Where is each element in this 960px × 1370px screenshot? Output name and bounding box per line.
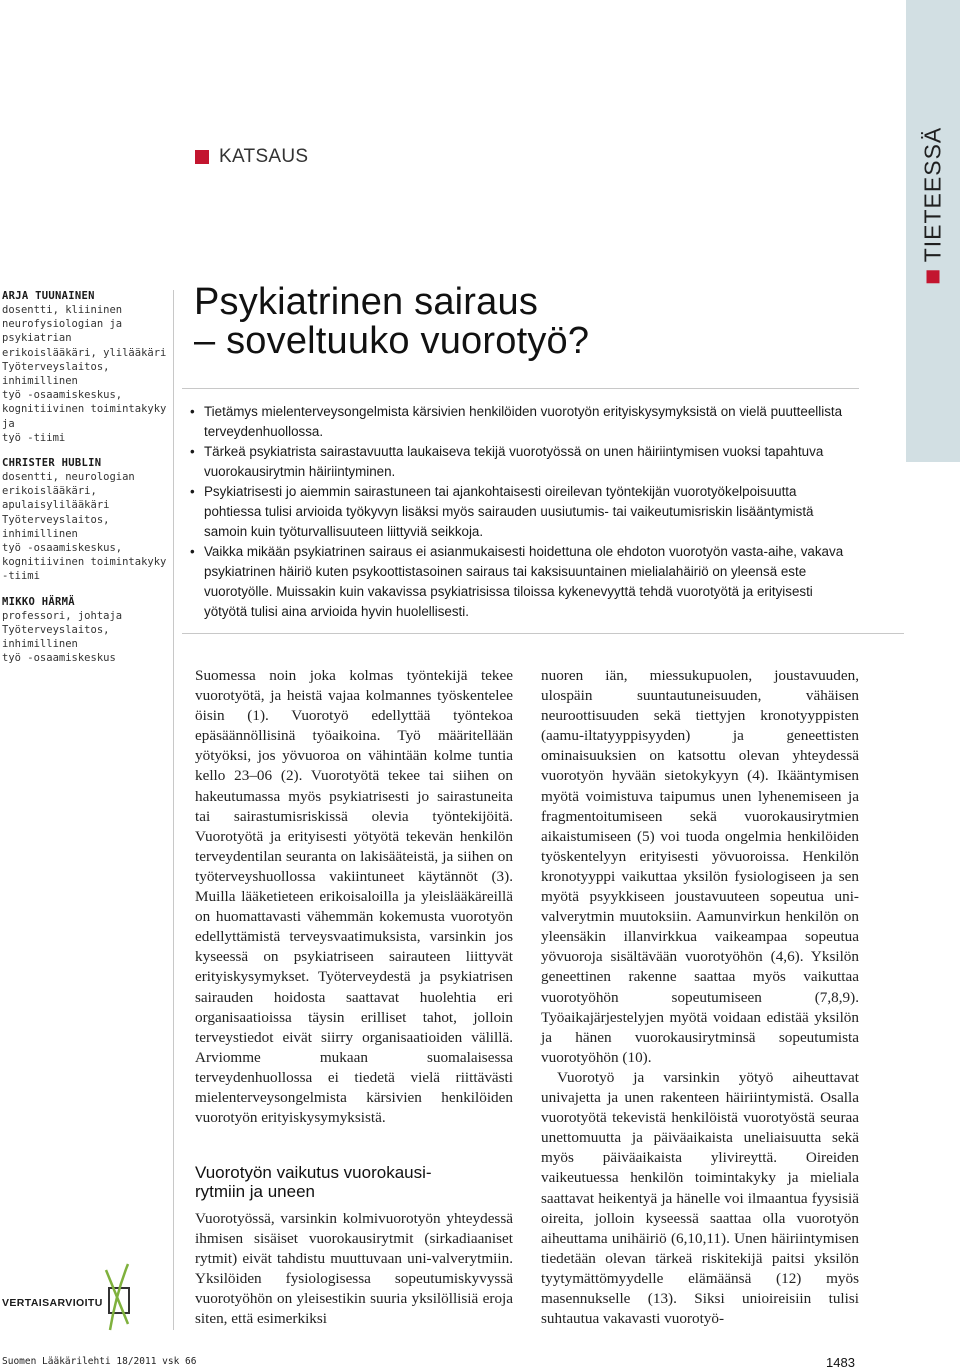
column-divider	[173, 290, 174, 1330]
article-title: Psykiatrinen sairaus – soveltuuko vuorotyö?	[194, 281, 590, 362]
author-1	[2, 289, 167, 445]
body-paragraph-3: nuoren iän, miessukupuolen, joustavuuden, ulospäin suuntautuneisuuden, vähäisen neuroottisuuden sekä tiettyjen kronotyyppisten (aamu-iltatyyppisyyden) ja geneettisten ominaisuuksien on katsottu olevan yhteydessä vuorotyön hyvään sietokykyyn (4). Ikääntymisen myötä voimistuva taipumus unen lyhenemiseen ja fragmentoitumiseen sekä vuorokausirytmien aikaistumiseen (5) voi tuoda ongelmia henkilöiden työskentelyyn erityisesti yövuoroissa. Henkilön kronotyyppi vaikuttaa yksilön fysiologiseen ja sen myötä psyykkiseen joustavuuteen sopeutua uni-valverytmin muutoksiin. Aamunvirkun henkilön on yleensäkin illanvirkkua vaikeampaa sopeutua yövuoroja sisältävään vuorotyöhön (4,6). Yksilön geneettinen rakenne saattaa myös vaikuttaa vuorotyöhön sopeutumiseen (7,8,9). Työaikajärjestelyjen myötä voidaan edistää yksilön ja hänen vuorokausirytminsä sopeutumista vuorotyöhön (10).	[541, 667, 859, 1066]
peer-review-logo-icon	[98, 1262, 160, 1332]
summary-item: • Tietämys mielenterveysongelmista kärsivien henkilöiden vuorotyön erityiskysymyksistä on vielä puutteellista terveydenhuollossa.	[188, 402, 848, 442]
section-label-text: KATSAUS	[219, 146, 309, 167]
side-tab-label	[920, 127, 947, 284]
author-2	[2, 456, 167, 584]
summary-item: • Vaikka mikään psykiatrinen sairaus ei asianmukaisesti hoidettuna ole ehdoton vuorotyön vasta-aihe, vakava psykiatrinen häiriö kuten psykoottistasoinen sairaus tai kaksisuuntainen mielialahäiriö on yleensä este vuorotyölle. Muissakin kuin vakavissa psykiatrisissa tiloissa kykenevyyttä tehdä vuorotyötä ja erityisesti yötyötä tulisi aina arvioida hyvin huolellisesti.	[188, 542, 848, 622]
author-3	[2, 595, 167, 666]
side-tab-square-icon	[927, 270, 940, 283]
body-paragraph-2: Vuorotyössä, varsinkin kolmivuorotyön yhteydessä ihmisen sisäiset vuorokausirytmit (sirkadiaaniset rytmit) eivät tahdistu muuttuvaan uni-valverytmiin. Yksilöiden fysiologisessa sopeutumiskyvyssä vuorotyöhön on yleisestikin suuria yksilöllisiä eroja siten, että esimerkiksi	[195, 1210, 513, 1328]
author-affiliation: dosentti, neurologian erikoislääkäri, apulaisylilääkäri Työterveyslaitos, inhimillinen työ -osaamiskeskus, kognitiivinen toimintakyky -tiimi	[2, 471, 167, 583]
summary-divider	[182, 633, 904, 634]
author-name: ARJA TUUNAINEN	[2, 290, 95, 302]
author-affiliation: dosentti, kliininen neurofysiologian ja psykiatrian erikoislääkäri, ylilääkäri Työterveyslaitos, inhimillinen työ -osaamiskeskus, kognitiivinen toimintakyky ja työ -tiimi	[2, 304, 167, 444]
section-label	[195, 146, 308, 168]
section-square-icon	[195, 150, 209, 164]
side-tab	[906, 0, 960, 462]
author-name: CHRISTER HUBLIN	[2, 457, 102, 470]
summary-item: • Tärkeä psykiatrista sairastavuutta laukaiseva tekijä vuorotyössä on unen häiriintymisen vuoksi tapahtuva vuorokausirytmin häiriintyminen.	[188, 442, 848, 482]
body-paragraph-1: Suomessa noin joka kolmas työntekijä tekee vuorotyötä, ja heistä vajaa kolmannes työskentelee öisin (1). Vuorotyö edellyttää työntekoa epäsäännöllisinä työaikoina. Työ määritellään yötyöksi, jos yövuoroa on vähintään kolme tuntia kello 23–06 (2). Vuorotyötä tekee tai siihen on hakeutumassa myös psykiatrisesti jo sairastuneita tai sairastumisriskissä olevia työntekijöitä. Vuorotyötä ja erityisesti yötyötä tekevän henkilön terveydentilan seuranta on lakisääteistä, ja siihen on työterveyshuollossa vakiintuneet käytännöt (3). Muilla lääketieteen erikoisaloilla ja yleislääkäreillä on huomattavasti vähemmän kokemusta vuorotyön edellyttämistä terveysvaatimuksista, varsinkin jos kyseessä on psykiatriseen sairauteen liittyvät erityiskysymykset. Työterveydestä ja psykiatrisen sairauden hoidosta saattavat huolehtia eri organisaatioissa täysin erilliset tahot, jolloin terveystiedot eivät siirry organisaatioiden välillä. Arviomme mukaan suomalaisessa terveydenhuollossa ei tiedetä vielä riittävästi mielenterveysongelmista kärsivien henkilöiden vuorotyön erityiskysymyksistä.	[195, 667, 513, 1127]
body-subheading: Vuorotyön vaikutus vuorokausi- rytmiin ja uneen	[195, 1163, 432, 1201]
side-tab-text: TIETEESSÄ	[919, 126, 946, 263]
summary-list	[188, 402, 848, 622]
page-number: 1483	[826, 1355, 855, 1370]
body-paragraph-4: Vuorotyö ja varsinkin yötyö aiheuttavat univajetta ja unen rakenteen häiriintymistä. Osalla vuorotyötä tekevistä henkilöistä vuorotyöstä seuraa unettomuutta ja päiväaikaista uneliaisuutta sekä myös päiväaikaista ylivireyttä. Oireiden vaikeutuessa henkilön toimintakyky ja mieliala saattavat heikentyä ja hänelle voi ilmaantua fyysisiä oireita, jolloin kyseessä saattaa olla vuorotyön aiheuttama unihäiriö (6,10,11). Unen häiriintymisen tiedetään olevan tärkeä riskitekijä paitsi yksilön tyytymättömyydelle elämäänsä (12) myös masennukselle (13). Siksi unioireisiin tulisi suhtautua vakavasti vuorotyö-	[541, 1069, 859, 1328]
title-divider	[182, 388, 859, 389]
summary-item: • Psykiatrisesti jo aiemmin sairastuneen tai ajankohtaisesti oireilevan työntekijän vuorotyökelpoisuutta pohtiessa tulisi arvioida työkyvyn lisäksi myös sairauden uusiutumis- tai vaikeutumisriskin lisääntymistä samoin kuin työturvallisuuteen liittyviä seikkoja.	[188, 482, 848, 542]
peer-review-label: VERTAISARVIOITU	[2, 1297, 103, 1309]
journal-info: Suomen Lääkärilehti 18/2011 vsk 66	[2, 1356, 197, 1367]
author-affiliation: professori, johtaja Työterveyslaitos, inhimillinen työ -osaamiskeskus	[2, 609, 123, 665]
author-list	[2, 289, 167, 676]
author-name: MIKKO HÄRMÄ	[2, 595, 75, 608]
